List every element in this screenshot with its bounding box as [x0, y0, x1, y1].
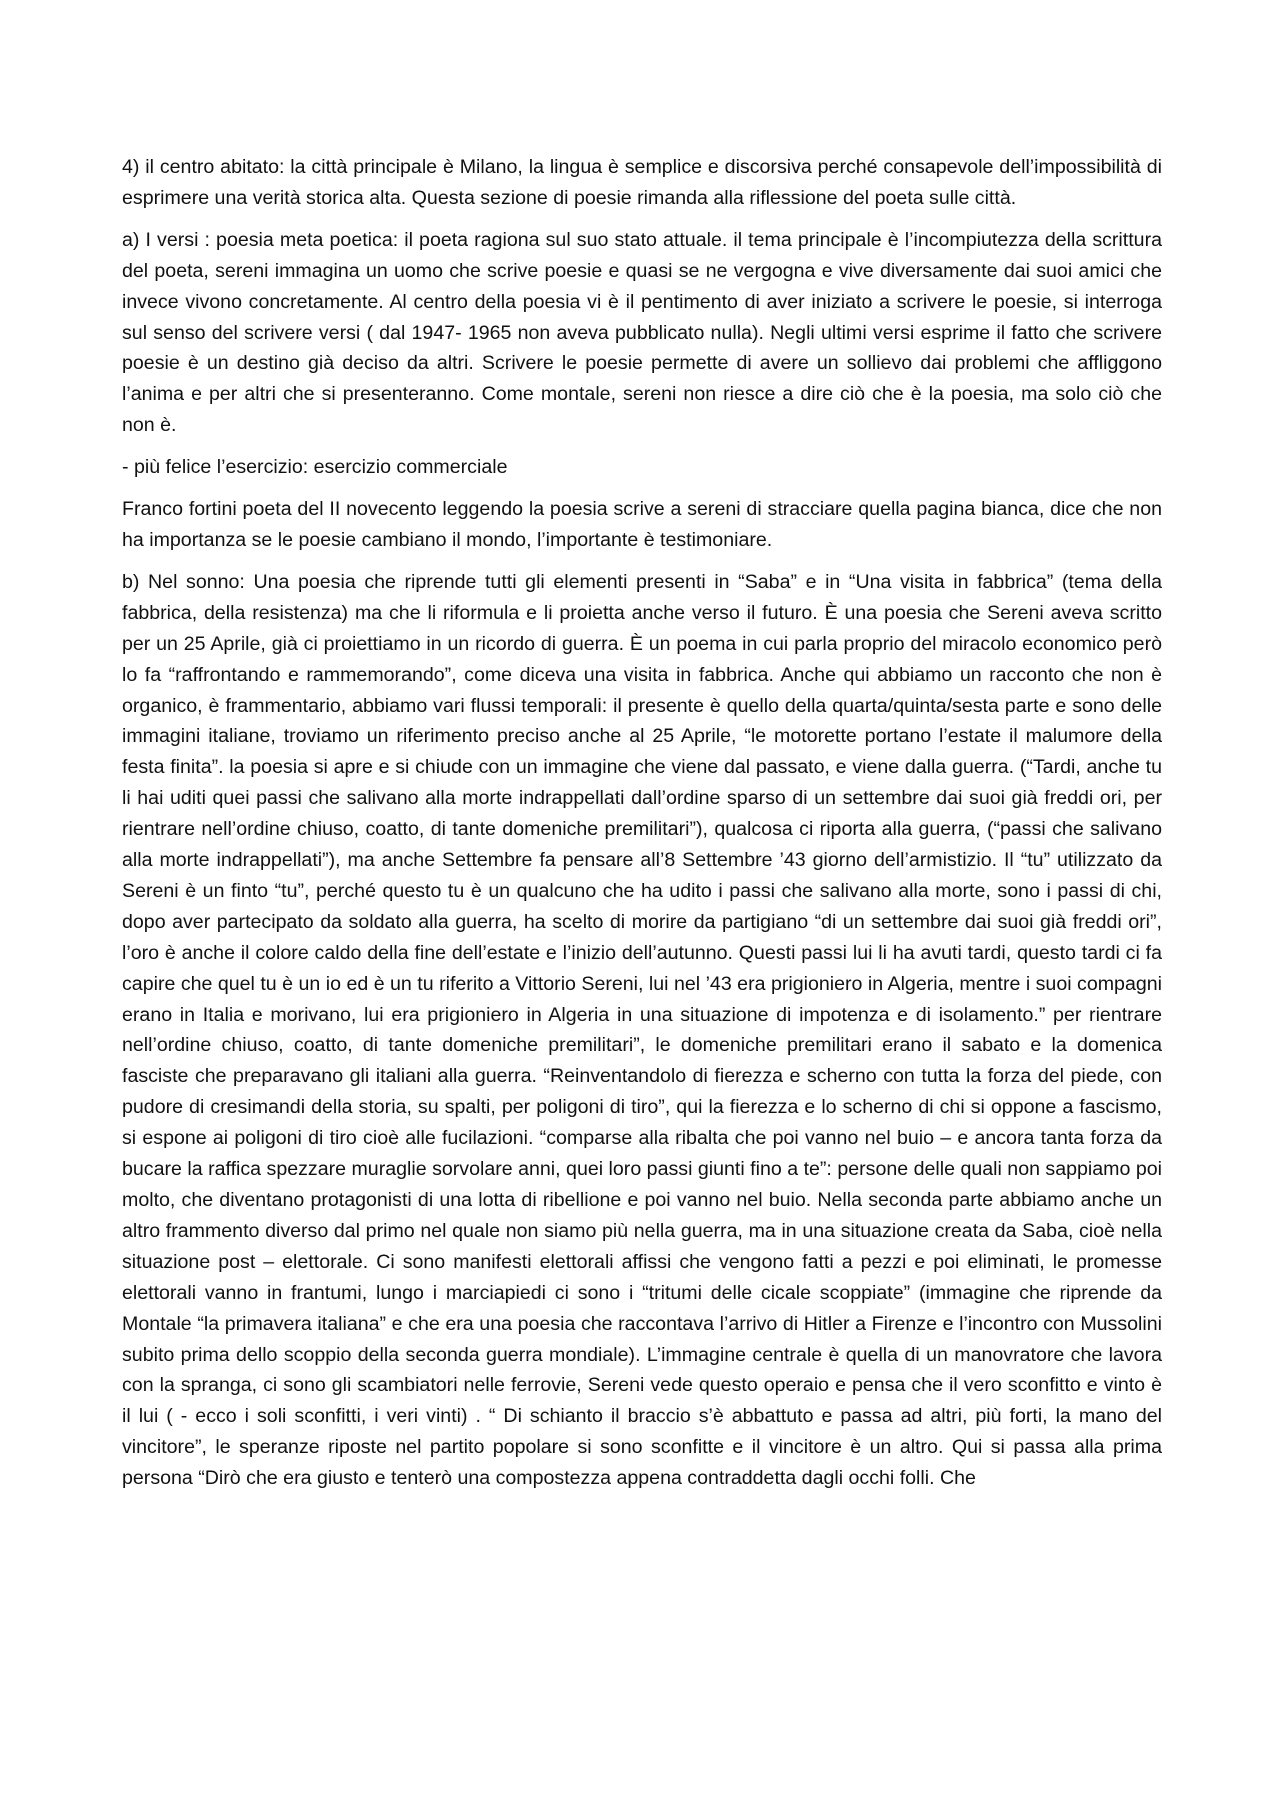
document-body — [122, 152, 1162, 1505]
paragraph-centro-abitato: 4) il centro abitato: la città principale è Milano, la lingua è semplice e discorsiva perché consapevole dell’impossibilità di esprimere una verità storica alta. Questa sezione di poesie rimanda alla riflessione del poeta sulle città. — [122, 156, 1162, 209]
paragraph-i-versi: a) I versi : poesia meta poetica: il poeta ragiona sul suo stato attuale. il tema principale è l’incompiutezza della scrittura del poeta, sereni immagina un uomo che scrive poesie e quasi se ne vergogna e vive diversamente dai suoi amici che invece vivono concretamente. Al centro della poesia vi è il pentimento di aver iniziato a scrivere le poesie, si interroga sul senso del scrivere versi ( dal 1947- 1965 non aveva pubblicato nulla). Negli ultimi versi esprime il fatto che scrivere poesie è un destino già deciso da altri. Scrivere le poesie permette di avere un sollievo dai problemi che affliggono l’anima e per altri che si presenteranno. Come montale, sereni non riesce a dire ciò che è la poesia, ma solo ciò che non è. — [122, 228, 1162, 437]
paragraph-esercizio: - più felice l’esercizio: esercizio commerciale — [122, 456, 508, 479]
paragraph-nel-sonno: b) Nel sonno: Una poesia che riprende tutti gli elementi presenti in “Saba” e in “Una visita in fabbrica” (tema della fabbrica, della resistenza) ma che li riformula e li proietta anche verso il futuro. È una poesia che Sereni aveva scritto per un 25 Aprile, già ci proiettiamo in un ricordo di guerra. È un poema in cui parla proprio del miracolo economico però lo fa “raffrontando e rammemorando”, come diceva una visita in fabbrica. Anche qui abbiamo un racconto che non è organico, è frammentario, abbiamo vari flussi temporali: il presente è quello della quarta/quinta/sesta parte e sono delle immagini italiane, troviamo un riferimento preciso anche al 25 Aprile, “le motorette portano l’estate il malumore della festa finita”. la poesia si apre e si chiude con un immagine che viene dal passato, e viene dalla guerra. (“Tardi, anche tu li hai uditi quei passi che salivano alla morte indrappellati dall’ordine sparso di un settembre dai suoi già freddi ori, per rientrare nell’ordine chiuso, coatto, di tante domeniche premilitari”), qualcosa ci riporta alla guerra, (“passi che salivano alla morte indrappellati”), ma anche Settembre fa pensare all’8 Settembre ’43 giorno dell’armistizio. Il “tu” utilizzato da Sereni è un finto “tu”, perché questo tu è un qualcuno che ha udito i passi che salivano alla morte, sono i passi di chi, dopo aver partecipato da soldato alla guerra, ha scelto di morire da partigiano “di un settembre dai suoi già freddi ori”, l’oro è anche il colore caldo della fine dell’estate e l’inizio dell’autunno. Questi passi lui li ha avuti tardi, questo tardi ci fa capire che quel tu è un io ed è un tu riferito a Vittorio Sereni, lui nel ’43 era prigioniero in Algeria, mentre i suoi compagni erano in Italia e morivano, lui era prigioniero in Algeria in una situazione di impotenza e di isolamento.” per rientrare nell’ordine chiuso, coatto, di tante domeniche premilitari”, le domeniche premilitari erano il sabato e la domenica fasciste che preparavano gli italiani alla guerra. “Reinventandolo di fierezza e scherno con tutta la forza del piede, con pudore di cresimandi della storia, su spalti, per poligoni di tiro”, qui la fierezza e lo scherno di chi si oppone a fascismo, si espone ai poligoni di tiro cioè alle fucilazioni. “comparse alla ribalta che poi vanno nel buio – e ancora tanta forza da bucare la raffica spezzare muraglie sorvolare anni, quei loro passi giunti fino a te”: persone delle quali non sappiamo poi molto, che diventano protagonisti di una lotta di ribellione e poi vanno nel buio. Nella seconda parte abbiamo anche un altro frammento diverso dal primo nel quale non siamo più nella guerra, ma in una situazione creata da Saba, cioè nella situazione post – elettorale. Ci sono manifesti elettorali affissi che vengono fatti a pezzi e poi eliminati, le promesse elettorali vanno in frantumi, lungo i marciapiedi ci sono i “tritumi delle cicale scoppiate” (immagine che riprende da Montale “la primavera italiana” e che era una poesia che raccontava l’arrivo di Hitler a Firenze e l’incontro con Mussolini subito prima dello scoppio della seconda guerra mondiale). L’immagine centrale è quella di un manovratore che lavora con la spranga, ci sono gli scambiatori nelle ferrovie, Sereni vede questo operaio e pensa che il vero sconfitto e vinto è il lui ( - ecco i soli sconfitti, i veri vinti) . “ Di schianto il braccio s’è abbattuto e passa ad altri, più forti, la mano del vincitore”, le speranze riposte nel partito popolare si sono sconfitte e il vincitore è un altro. Qui si passa alla prima persona “Dirò che era giusto e tenterò una compostezza appena contraddetta dagli occhi folli. Che — [122, 570, 1162, 1490]
paragraph-fortini: Franco fortini poeta del II novecento leggendo la poesia scrive a sereni di stracciare quella pagina bianca, dice che non ha importanza se le poesie cambiano il mondo, l’importante è testimoniare. — [122, 498, 1162, 551]
